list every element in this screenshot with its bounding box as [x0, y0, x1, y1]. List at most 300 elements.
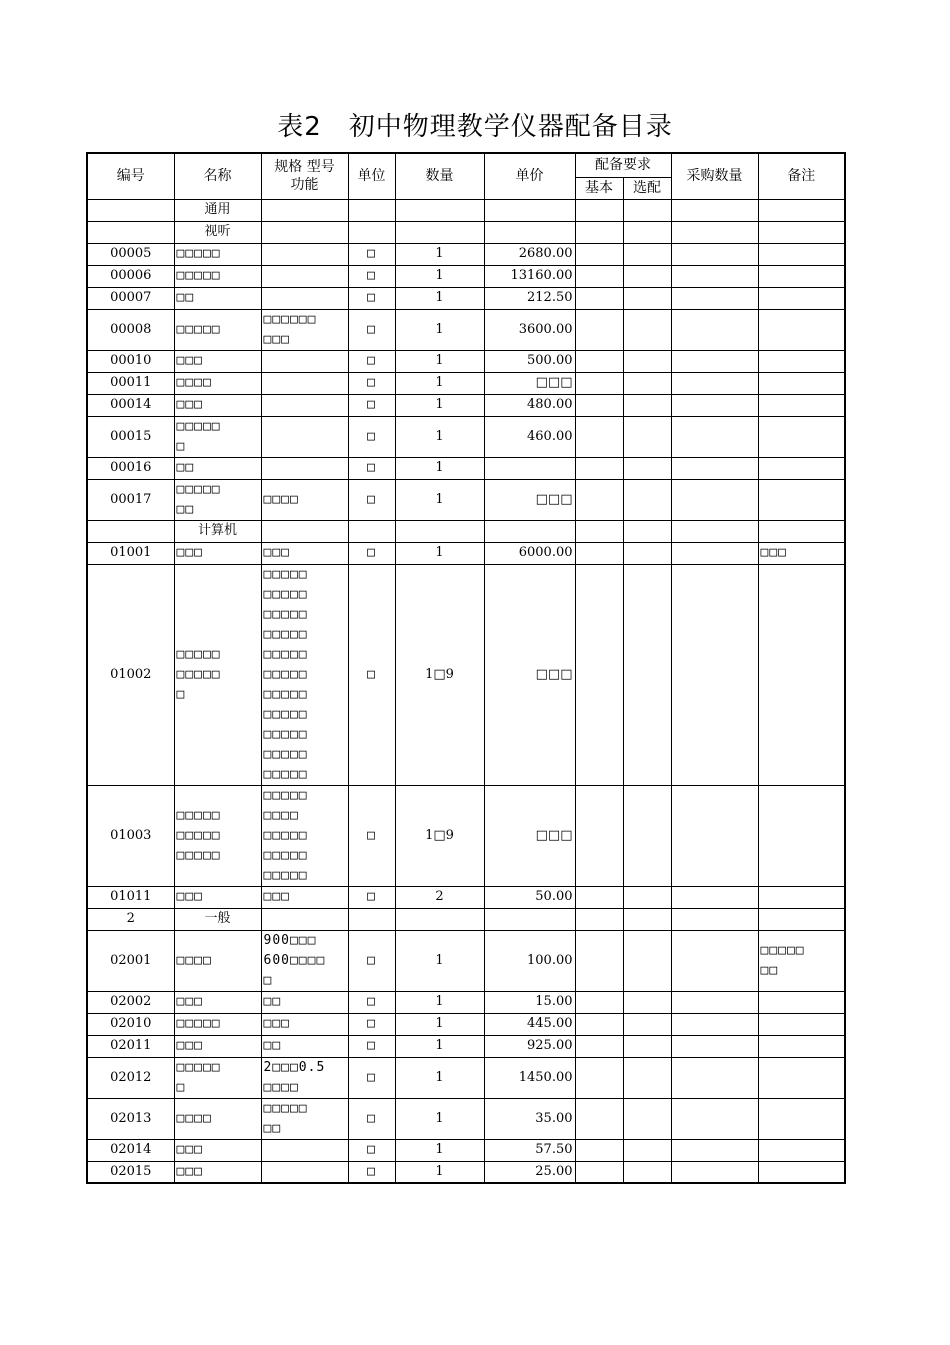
cell-unit: □	[348, 886, 395, 908]
cell-empty	[671, 199, 758, 221]
cell-purchase	[671, 991, 758, 1013]
cell-basic	[575, 930, 623, 991]
cell-basic	[575, 457, 623, 479]
cell-note: □□□	[758, 542, 845, 564]
cell-empty	[671, 520, 758, 542]
cell-price: 3600.00	[484, 309, 575, 350]
cell-optional	[623, 991, 671, 1013]
cell-name: □□□□□	[174, 1013, 261, 1035]
cell-empty	[758, 520, 845, 542]
cell-unit: □	[348, 1161, 395, 1183]
cell-price: 13160.00	[484, 265, 575, 287]
cell-purchase	[671, 1013, 758, 1035]
cell-unit: □	[348, 1013, 395, 1035]
cell-qty: 1	[395, 265, 484, 287]
table-row	[87, 265, 845, 287]
cell-name: □□□	[174, 1035, 261, 1057]
cell-optional	[623, 309, 671, 350]
cell-qty: 1	[395, 479, 484, 520]
cell-name: □□□□	[174, 930, 261, 991]
cell-qty: 1	[395, 287, 484, 309]
cell-purchase	[671, 479, 758, 520]
cell-optional	[623, 1057, 671, 1098]
cell-id: 01001	[87, 542, 174, 564]
cell-spec	[261, 265, 348, 287]
cell-unit: □	[348, 1035, 395, 1057]
cell-price: 15.00	[484, 991, 575, 1013]
cell-empty	[758, 221, 845, 243]
cell-qty: 1	[395, 991, 484, 1013]
cell-note	[758, 372, 845, 394]
cell-optional	[623, 416, 671, 457]
cell-unit: □	[348, 542, 395, 564]
cell-id: 2	[87, 908, 174, 930]
cell-qty: 1	[395, 1098, 484, 1139]
cell-spec	[261, 372, 348, 394]
cell-empty	[348, 199, 395, 221]
equipment-table	[86, 152, 846, 1184]
header-spec-text: 规格 型号 功能	[274, 159, 335, 194]
cell-optional	[623, 1013, 671, 1035]
cell-unit: □	[348, 991, 395, 1013]
cell-name: □□□	[174, 350, 261, 372]
cell-note	[758, 287, 845, 309]
cell-purchase	[671, 309, 758, 350]
cell-id: 00006	[87, 265, 174, 287]
section-name: 通用	[174, 199, 261, 221]
table-row	[87, 930, 845, 991]
cell-purchase	[671, 287, 758, 309]
cell-id: 00005	[87, 243, 174, 265]
cell-name: □□□□□ □	[174, 416, 261, 457]
cell-price: 1450.00	[484, 1057, 575, 1098]
cell-basic	[575, 1098, 623, 1139]
table-row	[87, 886, 845, 908]
cell-spec	[261, 243, 348, 265]
cell-id: 01003	[87, 785, 174, 886]
cell-name: □□	[174, 287, 261, 309]
cell-qty: 1	[395, 416, 484, 457]
cell-id: 00008	[87, 309, 174, 350]
cell-qty: 1	[395, 1057, 484, 1098]
cell-basic	[575, 785, 623, 886]
cell-purchase	[671, 265, 758, 287]
cell-spec: 900□□□ 600□□□□ □	[261, 930, 348, 991]
cell-id: 00015	[87, 416, 174, 457]
cell-empty	[575, 199, 623, 221]
cell-empty	[623, 520, 671, 542]
cell-spec	[261, 1139, 348, 1161]
cell-qty: 1	[395, 243, 484, 265]
cell-spec: □□□□	[261, 479, 348, 520]
cell-purchase	[671, 394, 758, 416]
cell-optional	[623, 1035, 671, 1057]
cell-name: □□□	[174, 542, 261, 564]
cell-spec	[261, 457, 348, 479]
table-row	[87, 1057, 845, 1098]
cell-note	[758, 350, 845, 372]
header-basic: 基本	[575, 177, 623, 199]
cell-empty	[484, 908, 575, 930]
cell-optional	[623, 372, 671, 394]
cell-id: 00014	[87, 394, 174, 416]
cell-optional	[623, 394, 671, 416]
cell-qty: 1	[395, 457, 484, 479]
cell-id: 02013	[87, 1098, 174, 1139]
cell-purchase	[671, 350, 758, 372]
cell-purchase	[671, 1161, 758, 1183]
cell-basic	[575, 479, 623, 520]
table-row	[87, 1035, 845, 1057]
cell-spec: □□□□□□ □□□	[261, 309, 348, 350]
cell-unit: □	[348, 287, 395, 309]
table-row	[87, 457, 845, 479]
cell-id: 01011	[87, 886, 174, 908]
header-name: 名称	[174, 153, 261, 199]
cell-unit: □	[348, 1057, 395, 1098]
cell-id: 00011	[87, 372, 174, 394]
cell-empty	[671, 221, 758, 243]
cell-optional	[623, 886, 671, 908]
cell-qty: 1	[395, 372, 484, 394]
cell-price: 460.00	[484, 416, 575, 457]
cell-unit: □	[348, 350, 395, 372]
section-row	[87, 221, 845, 243]
cell-note	[758, 309, 845, 350]
cell-basic	[575, 1057, 623, 1098]
cell-purchase	[671, 1098, 758, 1139]
header-id: 编号	[87, 153, 174, 199]
cell-purchase	[671, 542, 758, 564]
header-requirement: 配备要求	[575, 153, 671, 177]
cell-note	[758, 564, 845, 785]
cell-note	[758, 457, 845, 479]
cell-optional	[623, 457, 671, 479]
cell-spec	[261, 287, 348, 309]
cell-note	[758, 1098, 845, 1139]
header-purchase: 采购数量	[671, 153, 758, 199]
cell-empty	[348, 221, 395, 243]
cell-note	[758, 991, 845, 1013]
cell-name: □□□□□	[174, 309, 261, 350]
table-row	[87, 416, 845, 457]
cell-id: 00007	[87, 287, 174, 309]
cell-basic	[575, 1035, 623, 1057]
cell-id: 02012	[87, 1057, 174, 1098]
cell-optional	[623, 785, 671, 886]
cell-name: □□□□	[174, 1098, 261, 1139]
cell-name: □□□□	[174, 372, 261, 394]
cell-empty	[348, 908, 395, 930]
cell-name: □□□□□	[174, 265, 261, 287]
cell-spec	[261, 350, 348, 372]
cell-empty	[484, 199, 575, 221]
cell-note	[758, 1057, 845, 1098]
cell-note	[758, 416, 845, 457]
cell-price: 212.50	[484, 287, 575, 309]
cell-empty	[395, 908, 484, 930]
cell-optional	[623, 265, 671, 287]
section-name: 一般	[174, 908, 261, 930]
cell-basic	[575, 287, 623, 309]
cell-empty	[484, 520, 575, 542]
cell-note	[758, 886, 845, 908]
cell-qty: 2	[395, 886, 484, 908]
cell-price: □□□	[484, 479, 575, 520]
cell-note	[758, 1139, 845, 1161]
cell-optional	[623, 930, 671, 991]
cell-id	[87, 520, 174, 542]
cell-price: 100.00	[484, 930, 575, 991]
cell-spec	[261, 1161, 348, 1183]
cell-spec: □□□□□ □□□□□ □□□□□ □□□□□ □□□□□ □□□□□ □□□□□ □□□□□ □□□□□ □□□□□ □□□□□	[261, 564, 348, 785]
cell-empty	[261, 199, 348, 221]
cell-spec: □□□□□ □□□□ □□□□□ □□□□□ □□□□□	[261, 785, 348, 886]
cell-note	[758, 785, 845, 886]
cell-optional	[623, 479, 671, 520]
cell-name: □□□□□ □□□□□ □□□□□	[174, 785, 261, 886]
cell-empty	[575, 908, 623, 930]
cell-unit: □	[348, 564, 395, 785]
cell-price: 6000.00	[484, 542, 575, 564]
cell-spec: □□□□□ □□	[261, 1098, 348, 1139]
cell-empty	[261, 520, 348, 542]
section-row	[87, 199, 845, 221]
cell-purchase	[671, 243, 758, 265]
cell-unit: □	[348, 372, 395, 394]
cell-price: □□□	[484, 785, 575, 886]
cell-unit: □	[348, 785, 395, 886]
table-row	[87, 309, 845, 350]
cell-basic	[575, 1013, 623, 1035]
cell-qty: 1	[395, 930, 484, 991]
cell-price: 445.00	[484, 1013, 575, 1035]
cell-empty	[623, 199, 671, 221]
cell-unit: □	[348, 457, 395, 479]
header-spec	[261, 153, 348, 199]
cell-unit: □	[348, 416, 395, 457]
cell-name: □□□	[174, 1161, 261, 1183]
cell-empty	[623, 221, 671, 243]
cell-price: □□□	[484, 564, 575, 785]
cell-spec: □□	[261, 1035, 348, 1057]
cell-price: 925.00	[484, 1035, 575, 1057]
cell-unit: □	[348, 930, 395, 991]
header-unit: 单位	[348, 153, 395, 199]
cell-basic	[575, 265, 623, 287]
cell-basic	[575, 886, 623, 908]
cell-purchase	[671, 1057, 758, 1098]
header-price: 单价	[484, 153, 575, 199]
table-row	[87, 991, 845, 1013]
cell-optional	[623, 542, 671, 564]
cell-note	[758, 265, 845, 287]
section-row	[87, 520, 845, 542]
cell-id: 01002	[87, 564, 174, 785]
table-row	[87, 1013, 845, 1035]
table-row	[87, 350, 845, 372]
table-row	[87, 287, 845, 309]
cell-name: □□□□□ □□□□□ □	[174, 564, 261, 785]
cell-spec: □□	[261, 991, 348, 1013]
cell-note: □□□□□ □□	[758, 930, 845, 991]
cell-basic	[575, 1161, 623, 1183]
cell-empty	[261, 221, 348, 243]
cell-purchase	[671, 1139, 758, 1161]
cell-spec: 2□□□0.5 □□□□	[261, 1057, 348, 1098]
cell-price	[484, 457, 575, 479]
cell-basic	[575, 394, 623, 416]
cell-empty	[575, 221, 623, 243]
cell-qty: 1	[395, 1139, 484, 1161]
cell-empty	[348, 520, 395, 542]
cell-qty: 1	[395, 394, 484, 416]
cell-id: 00010	[87, 350, 174, 372]
cell-purchase	[671, 1035, 758, 1057]
cell-unit: □	[348, 1139, 395, 1161]
page-title: 表2 初中物理教学仪器配备目录	[277, 112, 673, 142]
cell-qty: 1	[395, 309, 484, 350]
cell-note	[758, 394, 845, 416]
table-row	[87, 1139, 845, 1161]
cell-qty: 1□9	[395, 785, 484, 886]
cell-empty	[758, 908, 845, 930]
cell-purchase	[671, 372, 758, 394]
cell-price: 500.00	[484, 350, 575, 372]
cell-name: □□□□□	[174, 243, 261, 265]
cell-id: 02014	[87, 1139, 174, 1161]
table-row	[87, 1161, 845, 1183]
cell-purchase	[671, 564, 758, 785]
cell-purchase	[671, 785, 758, 886]
cell-empty	[623, 908, 671, 930]
cell-name: □□□	[174, 886, 261, 908]
table-row	[87, 564, 845, 785]
cell-qty: 1	[395, 350, 484, 372]
cell-optional	[623, 350, 671, 372]
table-row	[87, 243, 845, 265]
cell-id: 02001	[87, 930, 174, 991]
cell-purchase	[671, 930, 758, 991]
cell-price: □□□	[484, 372, 575, 394]
cell-id: 00017	[87, 479, 174, 520]
section-name: 视听	[174, 221, 261, 243]
cell-price: 57.50	[484, 1139, 575, 1161]
cell-basic	[575, 309, 623, 350]
section-name: 计算机	[174, 520, 261, 542]
cell-empty	[484, 221, 575, 243]
table-row	[87, 372, 845, 394]
cell-price: 2680.00	[484, 243, 575, 265]
cell-empty	[395, 221, 484, 243]
cell-basic	[575, 564, 623, 785]
table-row	[87, 1098, 845, 1139]
cell-unit: □	[348, 479, 395, 520]
cell-spec: □□□	[261, 1013, 348, 1035]
cell-purchase	[671, 416, 758, 457]
cell-basic	[575, 1139, 623, 1161]
cell-empty	[395, 199, 484, 221]
cell-id	[87, 221, 174, 243]
cell-unit: □	[348, 243, 395, 265]
cell-purchase	[671, 457, 758, 479]
cell-id: 02002	[87, 991, 174, 1013]
table-row	[87, 479, 845, 520]
cell-spec: □□□	[261, 542, 348, 564]
cell-note	[758, 1161, 845, 1183]
cell-id: 02015	[87, 1161, 174, 1183]
cell-name: □□	[174, 457, 261, 479]
cell-name: □□□	[174, 991, 261, 1013]
cell-basic	[575, 416, 623, 457]
cell-empty	[261, 908, 348, 930]
cell-price: 50.00	[484, 886, 575, 908]
cell-unit: □	[348, 309, 395, 350]
cell-name: □□□	[174, 394, 261, 416]
cell-qty: 1□9	[395, 564, 484, 785]
cell-optional	[623, 1139, 671, 1161]
cell-basic	[575, 372, 623, 394]
cell-empty	[395, 520, 484, 542]
header-qty: 数量	[395, 153, 484, 199]
cell-spec	[261, 394, 348, 416]
cell-basic	[575, 350, 623, 372]
cell-optional	[623, 243, 671, 265]
cell-id	[87, 199, 174, 221]
cell-note	[758, 1035, 845, 1057]
cell-price: 35.00	[484, 1098, 575, 1139]
cell-qty: 1	[395, 1013, 484, 1035]
cell-spec: □□□	[261, 886, 348, 908]
cell-optional	[623, 1161, 671, 1183]
cell-unit: □	[348, 1098, 395, 1139]
cell-optional	[623, 1098, 671, 1139]
cell-qty: 1	[395, 1035, 484, 1057]
cell-basic	[575, 243, 623, 265]
cell-optional	[623, 564, 671, 785]
cell-price: 25.00	[484, 1161, 575, 1183]
cell-empty	[671, 908, 758, 930]
cell-purchase	[671, 886, 758, 908]
header-note: 备注	[758, 153, 845, 199]
cell-optional	[623, 287, 671, 309]
cell-unit: □	[348, 265, 395, 287]
cell-basic	[575, 542, 623, 564]
cell-name: □□□□□ □□	[174, 479, 261, 520]
cell-note	[758, 1013, 845, 1035]
cell-name: □□□	[174, 1139, 261, 1161]
cell-empty	[758, 199, 845, 221]
cell-name: □□□□□ □	[174, 1057, 261, 1098]
cell-note	[758, 243, 845, 265]
header-optional: 选配	[623, 177, 671, 199]
cell-qty: 1	[395, 542, 484, 564]
section-row	[87, 908, 845, 930]
cell-qty: 1	[395, 1161, 484, 1183]
table-row	[87, 394, 845, 416]
cell-id: 02011	[87, 1035, 174, 1057]
cell-unit: □	[348, 394, 395, 416]
table-row	[87, 785, 845, 886]
cell-note	[758, 479, 845, 520]
table-row	[87, 542, 845, 564]
cell-id: 02010	[87, 1013, 174, 1035]
cell-price: 480.00	[484, 394, 575, 416]
cell-id: 00016	[87, 457, 174, 479]
cell-spec	[261, 416, 348, 457]
cell-basic	[575, 991, 623, 1013]
cell-empty	[575, 520, 623, 542]
